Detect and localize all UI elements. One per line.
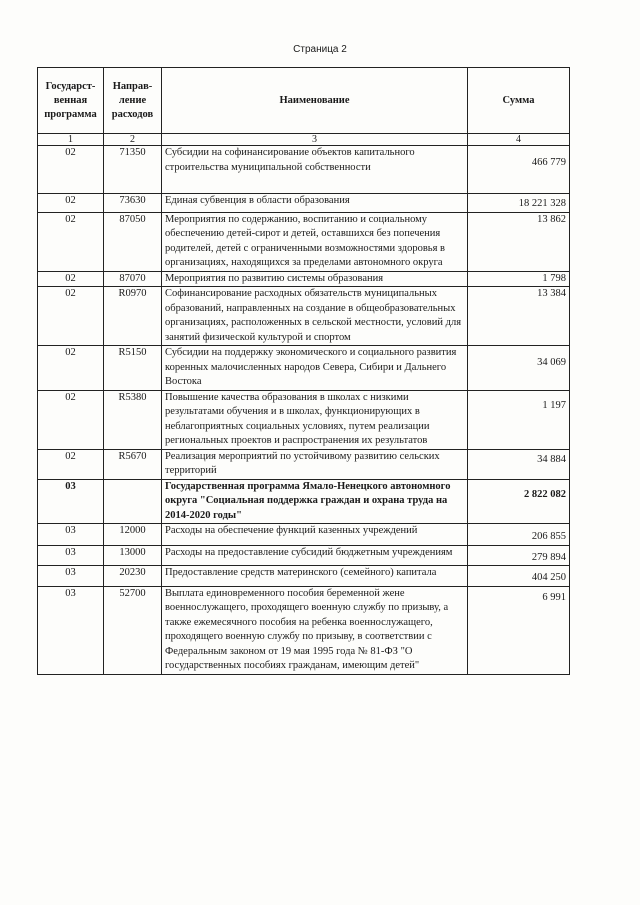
row-name: Мероприятия по развитию системы образования (162, 271, 468, 287)
row-direction-code: 87050 (104, 212, 162, 271)
row-program-code: 02 (38, 146, 104, 194)
row-sum (468, 212, 570, 271)
table-row (38, 524, 570, 546)
row-direction-code: 12000 (104, 524, 162, 546)
row-program-code: 03 (38, 545, 104, 566)
row-program-code: 03 (38, 479, 104, 524)
row-sum-value: 279 894 (531, 551, 566, 563)
row-program-code: 02 (38, 212, 104, 271)
row-sum-value: 1 798 (542, 272, 566, 284)
row-name: Субсидии на поддержку экономического и социального развития коренных малочисленных народов Севера, Сибири и Дальнего Востока (162, 346, 468, 391)
row-name: Субсидии на софинансирование объектов капитального строительства муниципальной собственности (162, 146, 468, 194)
column-header-direction: Направ-ление расходов (104, 68, 162, 134)
row-sum (468, 194, 570, 213)
row-sum-value: 6 991 (542, 591, 566, 603)
table-row (38, 566, 570, 587)
row-sum-value: 206 855 (531, 531, 566, 542)
row-sum-value: 34 069 (537, 357, 566, 368)
table-row (38, 390, 570, 449)
row-name: Расходы на предоставление субсидий бюджетным учреждениям (162, 545, 468, 566)
row-direction-code: 52700 (104, 586, 162, 674)
row-program-code: 02 (38, 194, 104, 213)
row-program-code: 02 (38, 449, 104, 479)
row-sum (468, 390, 570, 449)
row-direction-code: 73630 (104, 194, 162, 213)
column-number: 2 (104, 134, 162, 146)
row-sum (468, 524, 570, 546)
table-row (38, 194, 570, 213)
column-number: 1 (38, 134, 104, 146)
row-sum (468, 479, 570, 524)
row-sum-value: 1 197 (542, 399, 566, 411)
column-number: 3 (162, 134, 468, 146)
row-sum-value: 404 250 (531, 572, 566, 583)
row-sum (468, 346, 570, 391)
row-program-code: 03 (38, 566, 104, 587)
table-row (38, 271, 570, 287)
row-name: Государственная программа Ямало-Ненецкого автономного округа "Социальная поддержка граждан и охрана труда на 2014-2020 годы" (162, 479, 468, 524)
row-direction-code: 87070 (104, 271, 162, 287)
row-direction-code: 71350 (104, 146, 162, 194)
row-direction-code: 13000 (104, 545, 162, 566)
row-name: Реализация мероприятий по устойчивому развитию сельских территорий (162, 449, 468, 479)
row-name: Расходы на обеспечение функций казенных учреждений (162, 524, 468, 546)
table-row (38, 586, 570, 674)
row-direction-code: R0970 (104, 287, 162, 346)
row-program-code: 02 (38, 271, 104, 287)
row-direction-code: R5380 (104, 390, 162, 449)
row-name: Повышение качества образования в школах с низкими результатами обучения и в школах, функционирующих в неблагоприятных социальных условиях, путем реализации региональных проектов и распространения их результатов (162, 390, 468, 449)
table-row (38, 449, 570, 479)
row-direction-code: R5150 (104, 346, 162, 391)
row-direction-code: R5670 (104, 449, 162, 479)
row-sum (468, 449, 570, 479)
row-sum-value: 466 779 (531, 157, 566, 168)
table-row (38, 346, 570, 391)
row-program-code: 02 (38, 346, 104, 391)
row-name: Мероприятия по содержанию, воспитанию и социальному обеспечению детей-сирот и детей, оставшихся без попечения родителей, детей с ограниченными возможностями здоровья в организациях, находящихся за пределами автономного округа (162, 212, 468, 271)
page-header: Страница 2 (293, 44, 347, 55)
budget-table (37, 67, 570, 675)
row-sum-value: 2 822 082 (524, 488, 566, 500)
row-sum-value: 34 884 (537, 453, 566, 465)
row-sum (468, 271, 570, 287)
table-row (38, 479, 570, 524)
row-sum-value: 13 862 (537, 213, 566, 225)
row-name: Предоставление средств материнского (семейного) капитала (162, 566, 468, 587)
row-program-code: 03 (38, 524, 104, 546)
row-direction-code (104, 479, 162, 524)
column-header-name: Наименование (162, 68, 468, 134)
row-program-code: 02 (38, 287, 104, 346)
column-number: 4 (468, 134, 570, 146)
row-sum-value: 13 384 (537, 288, 566, 299)
row-program-code: 03 (38, 586, 104, 674)
table-row (38, 287, 570, 346)
row-program-code: 02 (38, 390, 104, 449)
column-header-sum: Сумма (468, 68, 570, 134)
row-sum (468, 146, 570, 194)
table-row (38, 212, 570, 271)
table-row (38, 545, 570, 566)
row-sum-value: 18 221 328 (518, 198, 566, 209)
row-name: Выплата единовременного пособия беременной жене военнослужащего, проходящего военную службу по призыву, а также ежемесячного пособия на ребенка военнослужащего, проходящего военную службу по призыву, в соответствии с Федеральным законом от 19 мая 1995 года № 81-ФЗ "О государственных пособиях гражданам, имеющим детей" (162, 586, 468, 674)
row-sum (468, 287, 570, 346)
column-header-program: Государст-венная программа (38, 68, 104, 134)
row-sum (468, 566, 570, 587)
row-name: Софинансирование расходных обязательств муниципальных образований, направленных на создание в общеобразовательных организациях, расположенных в сельской местности, условий для занятий физической культурой и спортом (162, 287, 468, 346)
row-sum (468, 545, 570, 566)
row-direction-code: 20230 (104, 566, 162, 587)
row-sum (468, 586, 570, 674)
column-number-row (38, 134, 570, 146)
table-header-row (38, 68, 570, 134)
table-row (38, 146, 570, 194)
row-name: Единая субвенция в области образования (162, 194, 468, 213)
